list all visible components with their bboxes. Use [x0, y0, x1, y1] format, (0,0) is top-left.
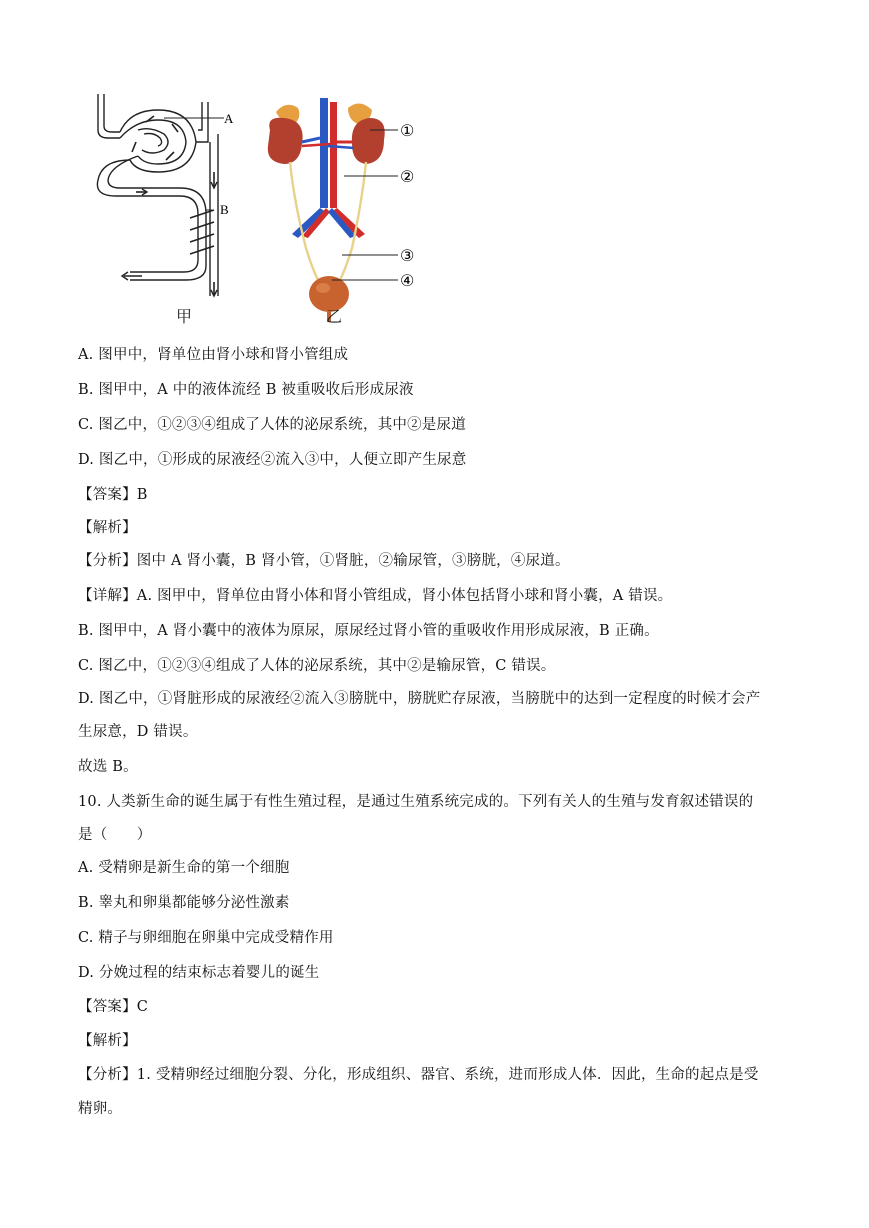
answer: 【答案】B	[78, 487, 148, 503]
q10-analysis-line-1: 【分析】1. 受精卵经过细胞分裂、分化，形成组织、器官、系统，进而形成人体．因此，生命的起点是受	[78, 1067, 759, 1083]
label-B: B	[220, 202, 229, 217]
figure-svg	[80, 72, 440, 332]
label-1: ①	[400, 121, 415, 140]
label-3: ③	[400, 246, 415, 265]
analysis-text: 【分析】图中 A 肾小囊，B 肾小管，①肾脏，②输尿管，③膀胱，④尿道。	[78, 553, 570, 569]
option-b: B. 图甲中，A 中的液体流经 B 被重吸收后形成尿液	[78, 382, 414, 398]
kidney-left	[268, 118, 303, 164]
detail-a: 【详解】A. 图甲中，肾单位由肾小体和肾小管组成，肾小体包括肾小球和肾小囊，A 错误。	[78, 588, 673, 604]
q10-option-a: A. 受精卵是新生命的第一个细胞	[78, 860, 290, 876]
q10-option-b: B. 睾丸和卵巢都能够分泌性激素	[78, 895, 290, 911]
analysis-heading: 【解析】	[78, 520, 137, 536]
caption-yi: 乙	[326, 307, 343, 326]
label-A: A	[224, 111, 234, 126]
option-c: C. 图乙中，①②③④组成了人体的泌尿系统，其中②是尿道	[78, 417, 466, 433]
q10-answer: 【答案】C	[78, 999, 149, 1015]
urinary-system-diagram	[268, 98, 398, 322]
detail-d-1: D. 图乙中，①肾脏形成的尿液经②流入③膀胱中，膀胱贮存尿液，当膀胱中的达到一定程度的时候才会产	[78, 691, 761, 707]
nephron-diagram	[97, 94, 224, 296]
option-d: D. 图乙中，①形成的尿液经②流入③中，人便立即产生尿意	[78, 452, 467, 468]
detail-b: B. 图甲中，A 肾小囊中的液体为原尿，原尿经过肾小管的重吸收作用形成尿液，B 正确。	[78, 623, 659, 639]
label-4: ④	[400, 271, 415, 290]
vena-cava	[320, 98, 328, 208]
option-a: A. 图甲中，肾单位由肾小球和肾小管组成	[78, 347, 349, 363]
q10-analysis-heading: 【解析】	[78, 1033, 137, 1049]
question-10-line-2: 是（ ）	[78, 827, 152, 843]
figure-kidney	[80, 72, 440, 332]
conclusion: 故选 B。	[78, 759, 138, 775]
caption-jia: 甲	[176, 307, 193, 326]
q10-option-c: C. 精子与卵细胞在卵巢中完成受精作用	[78, 930, 334, 946]
detail-c: C. 图乙中，①②③④组成了人体的泌尿系统，其中②是输尿管，C 错误。	[78, 658, 556, 674]
kidney-right	[352, 118, 385, 164]
detail-d-2: 生尿意，D 错误。	[78, 724, 198, 740]
aorta	[330, 102, 337, 208]
question-10-line-1: 10. 人类新生命的诞生属于有性生殖过程，是通过生殖系统完成的。下列有关人的生殖与发育叙述错误的	[78, 794, 754, 810]
label-2: ②	[400, 167, 415, 186]
q10-analysis-line-2: 精卵。	[78, 1101, 123, 1117]
q10-option-d: D. 分娩过程的结束标志着婴儿的诞生	[78, 965, 320, 981]
